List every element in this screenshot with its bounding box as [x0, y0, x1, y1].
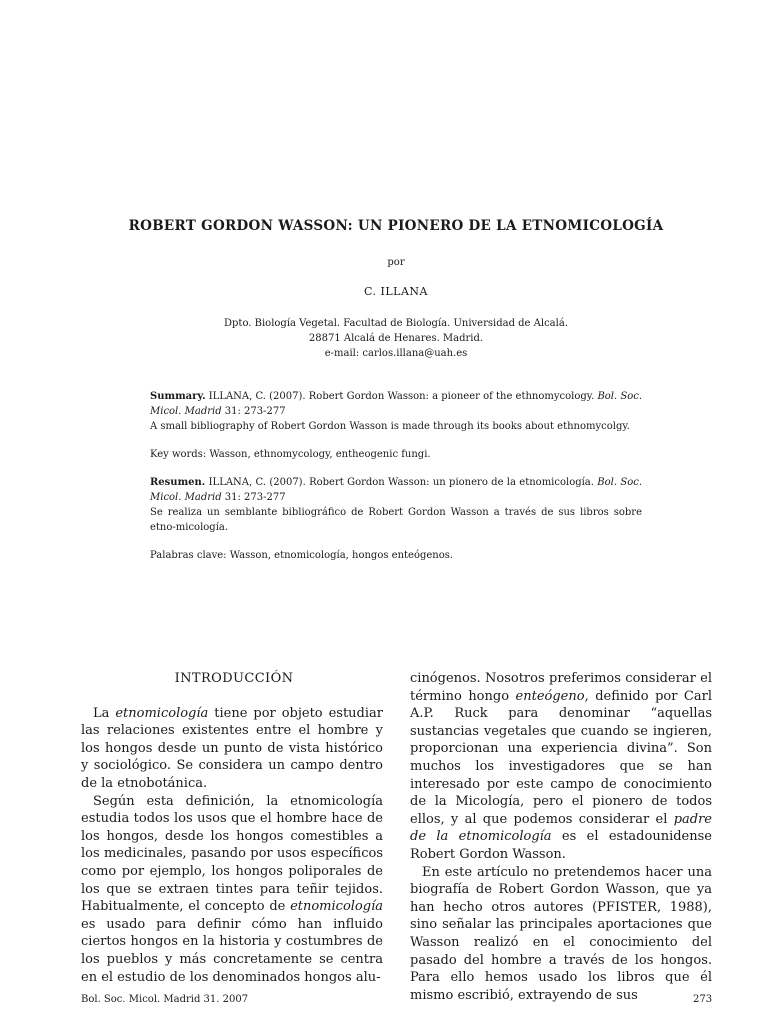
page-number: 273 — [693, 994, 713, 1005]
emphasis: etnomicología — [115, 705, 209, 721]
body-column-left — [81, 670, 383, 986]
section-heading: INTRODUCCIÓN — [174, 671, 294, 686]
affiliation-block — [0, 316, 768, 361]
summary-citation: ILLANA, C. (2007). Robert Gordon Wasson: a pioneer of the ethnomycology. — [205, 391, 598, 402]
emphasis: enteógeno — [515, 688, 585, 704]
affiliation-line: 28871 Alcalá de Henares. Madrid. — [308, 333, 484, 344]
text-run: Según esta definición, la etnomicología estudia todos los usos que el hombre hace de los hongos, desde los hongos comestibles a los medicinales, pasando por usos específicos como por ejemplo, los hongos poliporales de los que se extraen tintes para teñir tejidos. Habitualmente, el concepto de — [81, 793, 383, 915]
resumen-label: Resumen. — [150, 477, 206, 488]
resumen-text: Se realiza un semblante bibliográfico de Robert Gordon Wasson a través de sus libros sobre etno-micología. — [150, 507, 642, 533]
text-run: tiene por objeto estudiar las relaciones existentes entre el hombre y los hongos desde un punto de vista histórico y sociológico. Se considera un campo dentro de la etnobotánica. — [81, 705, 383, 791]
email-line: e-mail: carlos.illana@uah.es — [324, 348, 468, 359]
author-name: C. ILLANA — [364, 285, 428, 298]
keywords-line: Key words: Wasson, ethnomycology, entheogenic fungi. — [150, 449, 431, 460]
summary-journal: Bol. Soc. Micol. Madrid — [150, 391, 643, 417]
body-paragraph — [410, 670, 712, 864]
summary-text: A small bibliography of Robert Gordon Wasson is made through its books about ethnomycolgy. — [150, 421, 630, 432]
resumen-journal: Bol. Soc. Micol. Madrid — [150, 477, 643, 503]
affiliation-line: Dpto. Biología Vegetal. Facultad de Biología. Universidad de Alcalá. — [224, 318, 568, 329]
emphasis: etnomicología — [290, 899, 383, 915]
footer-journal: Bol. Soc. Micol. Madrid 31. 2007 — [81, 994, 249, 1005]
article-title: ROBERT GORDON WASSON: UN PIONERO DE LA ETNOMICOLOGÍA — [128, 218, 664, 234]
text-run: es el estadounidense Robert Gordon Wasson. — [410, 829, 712, 862]
resumen-volume: 31: 273-277 — [221, 492, 286, 503]
text-run: La — [93, 705, 116, 721]
text-run: , definido por Carl A.P. Ruck para denominar “aquellas sustancias vegetales que cuando se ingieren, proporcionan una experiencia divina”. Son muchos los investigadores que se han interesado por este campo de conocimiento de la Micología, pero el pionero de todos ellos, y al que podemos considerar el — [410, 688, 713, 827]
text-run: es usado para definir cómo han influido ciertos hongos en la historia y costumbres de los pueblos y más concretamente se centra en el estudio de los denominados hongos alu- — [81, 916, 383, 985]
summary-label: Summary. — [150, 391, 206, 402]
body-paragraph — [81, 705, 383, 793]
body-column-right — [410, 670, 712, 1004]
by-line: por — [387, 257, 405, 268]
summary-volume: 31: 273-277 — [221, 406, 286, 417]
summary-paragraph — [150, 389, 642, 434]
palabras-clave-line: Palabras clave: Wasson, etnomicología, hongos enteógenos. — [150, 550, 454, 561]
emphasis: padre de la etnomicología — [410, 811, 712, 845]
body-paragraph: En este artículo no pretendemos hacer una biografía de Robert Gordon Wasson, que ya han hecho otros autores (PFISTER, 1988), sino señalar las principales aportaciones que Wasson realizó en el conocimiento del pasado del hombre a través de los hongos. Para ello hemos usado los libros que él mismo escribió, extrayendo de sus — [410, 864, 712, 1003]
abstract-block — [150, 389, 642, 576]
body-paragraph — [81, 793, 383, 987]
resumen-citation: ILLANA, C. (2007). Robert Gordon Wasson: un pionero de la etnomicología. — [205, 477, 598, 488]
text-run: cinógenos. Nosotros preferimos considerar el término hongo — [410, 671, 712, 704]
resumen-paragraph — [150, 475, 642, 535]
